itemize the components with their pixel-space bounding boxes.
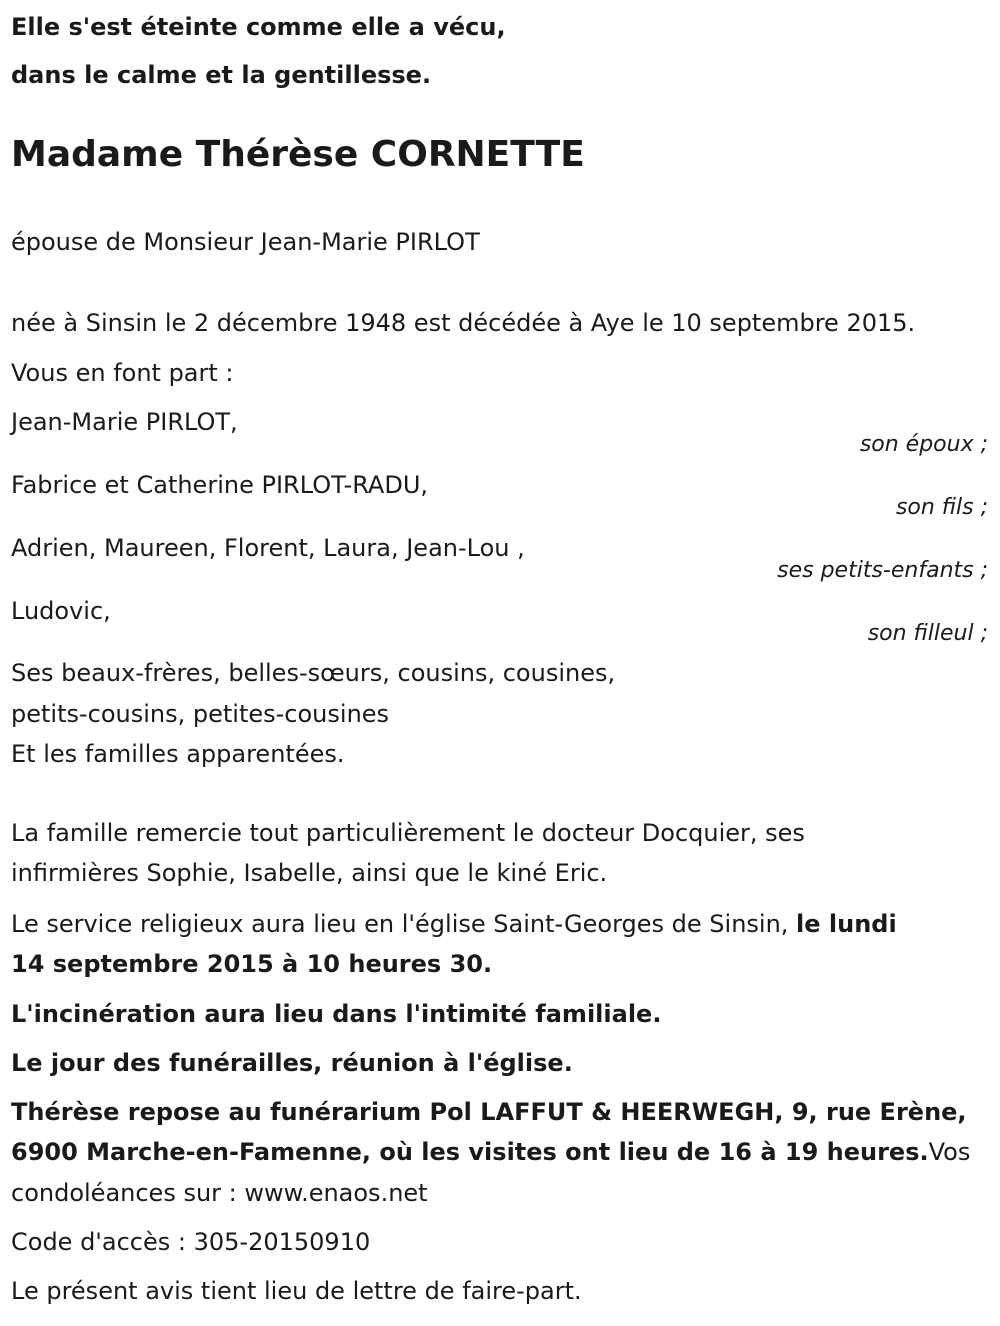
thanks-line: infirmières Sophie, Isabelle, ainsi que le kiné Eric. (11, 859, 608, 887)
cremation-notice: L'incinération aura lieu dans l'intimité familiale. (11, 1000, 662, 1028)
announcer-name: Jean-Marie PIRLOT, (11, 408, 238, 436)
spouse-line: épouse de Monsieur Jean-Marie PIRLOT (11, 228, 480, 256)
service-line-1 (11, 904, 897, 944)
access-code: Code d'accès : 305-20150910 (11, 1228, 371, 1256)
announcer-name: Ludovic, (11, 597, 111, 625)
extended-family-line: petits-cousins, petites-cousines (11, 700, 390, 728)
thanks-line: La famille remercie tout particulièrement le docteur Docquier, ses (11, 819, 805, 847)
condolences-lead: Vos (928, 1138, 971, 1166)
announcer-name: Fabrice et Catherine PIRLOT-RADU, (11, 471, 429, 499)
repose-address-hours: 6900 Marche-en-Famenne, où les visites ont lieu de 16 à 19 heures. (11, 1138, 929, 1166)
deceased-name: Madame Thérèse CORNETTE (11, 134, 585, 175)
epitaph-line-2: dans le calme et la gentillesse. (11, 61, 432, 89)
closing-note: Le présent avis tient lieu de lettre de faire-part. (11, 1277, 582, 1305)
announcer-name: Adrien, Maureen, Florent, Laura, Jean-Lou , (11, 534, 525, 562)
condolences-website: condoléances sur : www.enaos.net (11, 1179, 428, 1207)
service-day: le lundi (796, 910, 897, 938)
repose-line-1: Thérèse repose au funérarium Pol LAFFUT & HEERWEGH, 9, rue Erène, (11, 1098, 967, 1126)
announcers-intro: Vous en font part : (11, 359, 234, 387)
epitaph-line-1: Elle s'est éteinte comme elle a vécu, (11, 13, 506, 41)
extended-family-line: Ses beaux-frères, belles-sœurs, cousins, cousines, (11, 659, 616, 687)
extended-family-line: Et les familles apparentées. (11, 740, 345, 768)
service-date-time: 14 septembre 2015 à 10 heures 30. (11, 950, 493, 978)
birth-death-line: née à Sinsin le 2 décembre 1948 est décédée à Aye le 10 septembre 2015. (11, 309, 916, 337)
announcer-relation: son époux ; (859, 432, 988, 457)
announcer-relation: son fils ; (895, 495, 988, 520)
announcer-relation: son filleul ; (867, 621, 988, 646)
service-location: Le service religieux aura lieu en l'église Saint-Georges de Sinsin, (11, 910, 797, 938)
repose-line-2 (11, 1132, 970, 1172)
announcer-relation: ses petits-enfants ; (777, 558, 988, 583)
funeral-day-notice: Le jour des funérailles, réunion à l'église. (11, 1049, 573, 1077)
